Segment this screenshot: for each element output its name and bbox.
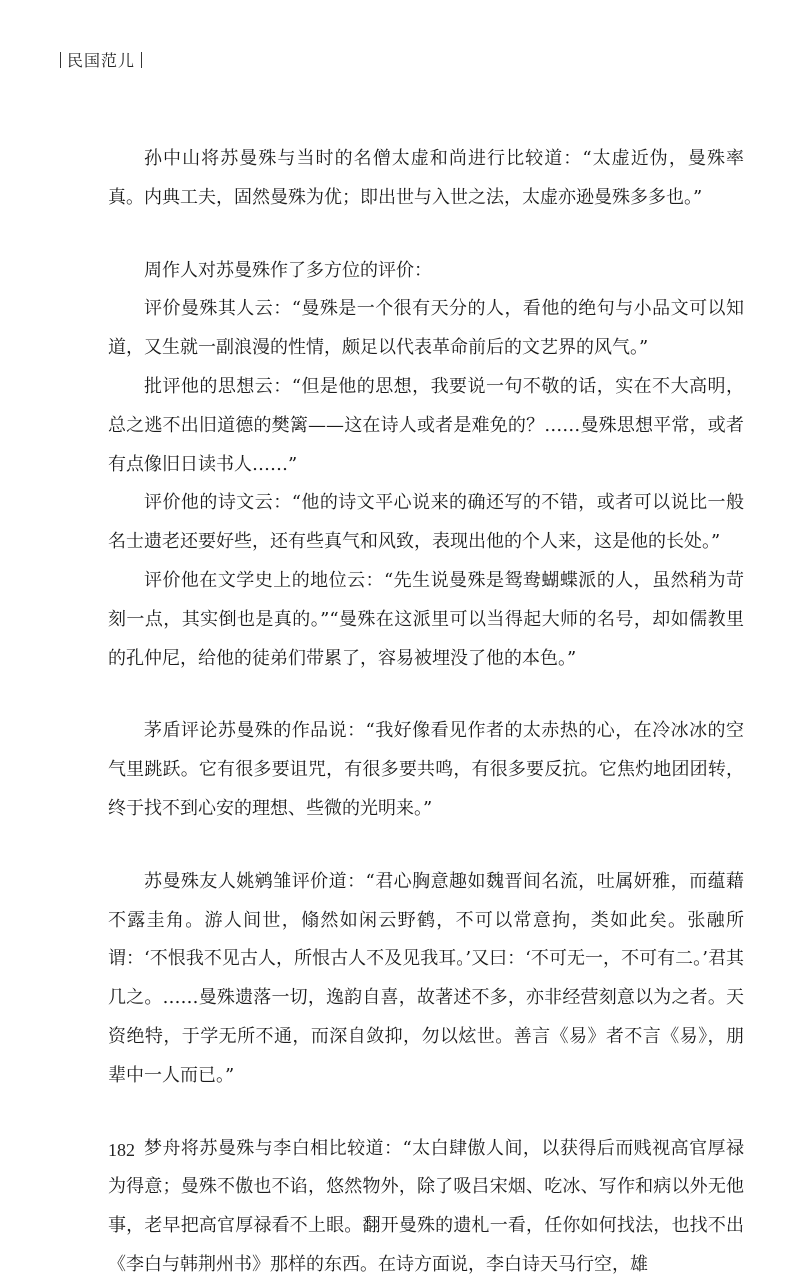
section-yao-yuanchu — [108, 863, 744, 1096]
paragraph: 周作人对苏曼殊作了多方位的评价： — [144, 259, 432, 281]
body-text — [108, 140, 744, 1285]
header-divider-left — [60, 52, 61, 68]
section-meng-zhou — [108, 1130, 744, 1285]
paragraph: 孙中山将苏曼殊与当时的名僧太虚和尚进行比较道：“太虚近伪，曼殊率真。内典工夫，固然曼殊为优；即出世与入世之法，太虚亦逊曼殊多多也。” — [108, 148, 744, 208]
section-zhou-zuoren — [108, 252, 744, 679]
book-title: 民国范儿 — [67, 51, 136, 70]
paragraph: 评价他的诗文云：“他的诗文平心说来的确还写的不错，或者可以说比一般名士遗老还要好些，还有些真气和风致，表现出他的个人来，这是他的长处。” — [108, 492, 744, 553]
paragraph: 批评他的思想云：“但是他的思想，我要说一句不敬的话，实在不大高明，总之逃不出旧道德的樊篱——这在诗人或者是难免的？……曼殊思想平常，或者有点像旧日读书人……” — [108, 375, 744, 475]
paragraph: 评价曼殊其人云：“曼殊是一个很有天分的人，看他的绝句与小品文可以知道，又生就一副浪漫的性情，颇足以代表革命前后的文艺界的风气。” — [108, 298, 744, 359]
paragraph: 评价他在文学史上的地位云：“先生说曼殊是鸳鸯蝴蝶派的人，虽然稍为苛刻一点，其实倒也是真的。”“曼殊在这派里可以当得起大师的名号，却如儒教里的孔仲尼，给他的徒弟们带累了，容易被埋没了他的本色。” — [108, 569, 744, 669]
header-divider-right — [141, 52, 142, 68]
paragraph: 苏曼殊友人姚鹓雏评价道：“君心胸意趣如魏晋间名流，吐属妍雅，而蕴藉不露圭角。游人间世，翛然如闲云野鹤，不可以常意拘，类如此矣。张融所谓：‘不恨我不见古人，所恨古人不及见我耳。’又曰：‘不可无一，不可有二。’君其几之。……曼殊遗落一切，逸韵自喜，故著述不多，亦非经营刻意以为之者。天资绝特，于学无所不通，而深自敛抑，勿以炫世。善言《易》者不言《易》，朋辈中一人而已。” — [108, 870, 744, 1086]
section-mao-dun — [108, 712, 744, 828]
section-sun-zhongshan — [108, 140, 744, 218]
paragraph: 茅盾评论苏曼殊的作品说：“我好像看见作者的太赤热的心，在冷冰冰的空气里跳跃。它有很多要诅咒，有很多要共鸣，有很多要反抗。它焦灼地团团转，终于找不到心安的理想、些微的光明来。” — [108, 720, 744, 819]
paragraph: 梦舟将苏曼殊与李白相比较道：“太白肆傲人间，以获得后而贱视高官厚禄为得意；曼殊不傲也不谄，悠然物外，除了吸吕宋烟、吃冰、写作和病以外无他事，老早把高官厚禄看不上眼。翻开曼殊的遗札一看，任你如何找法，也找不出《李白与韩荆州书》那样的东西。在诗方面说，李白诗天马行空，雄 — [108, 1137, 744, 1275]
running-header — [60, 48, 142, 71]
page-number: 182 — [108, 1140, 135, 1160]
